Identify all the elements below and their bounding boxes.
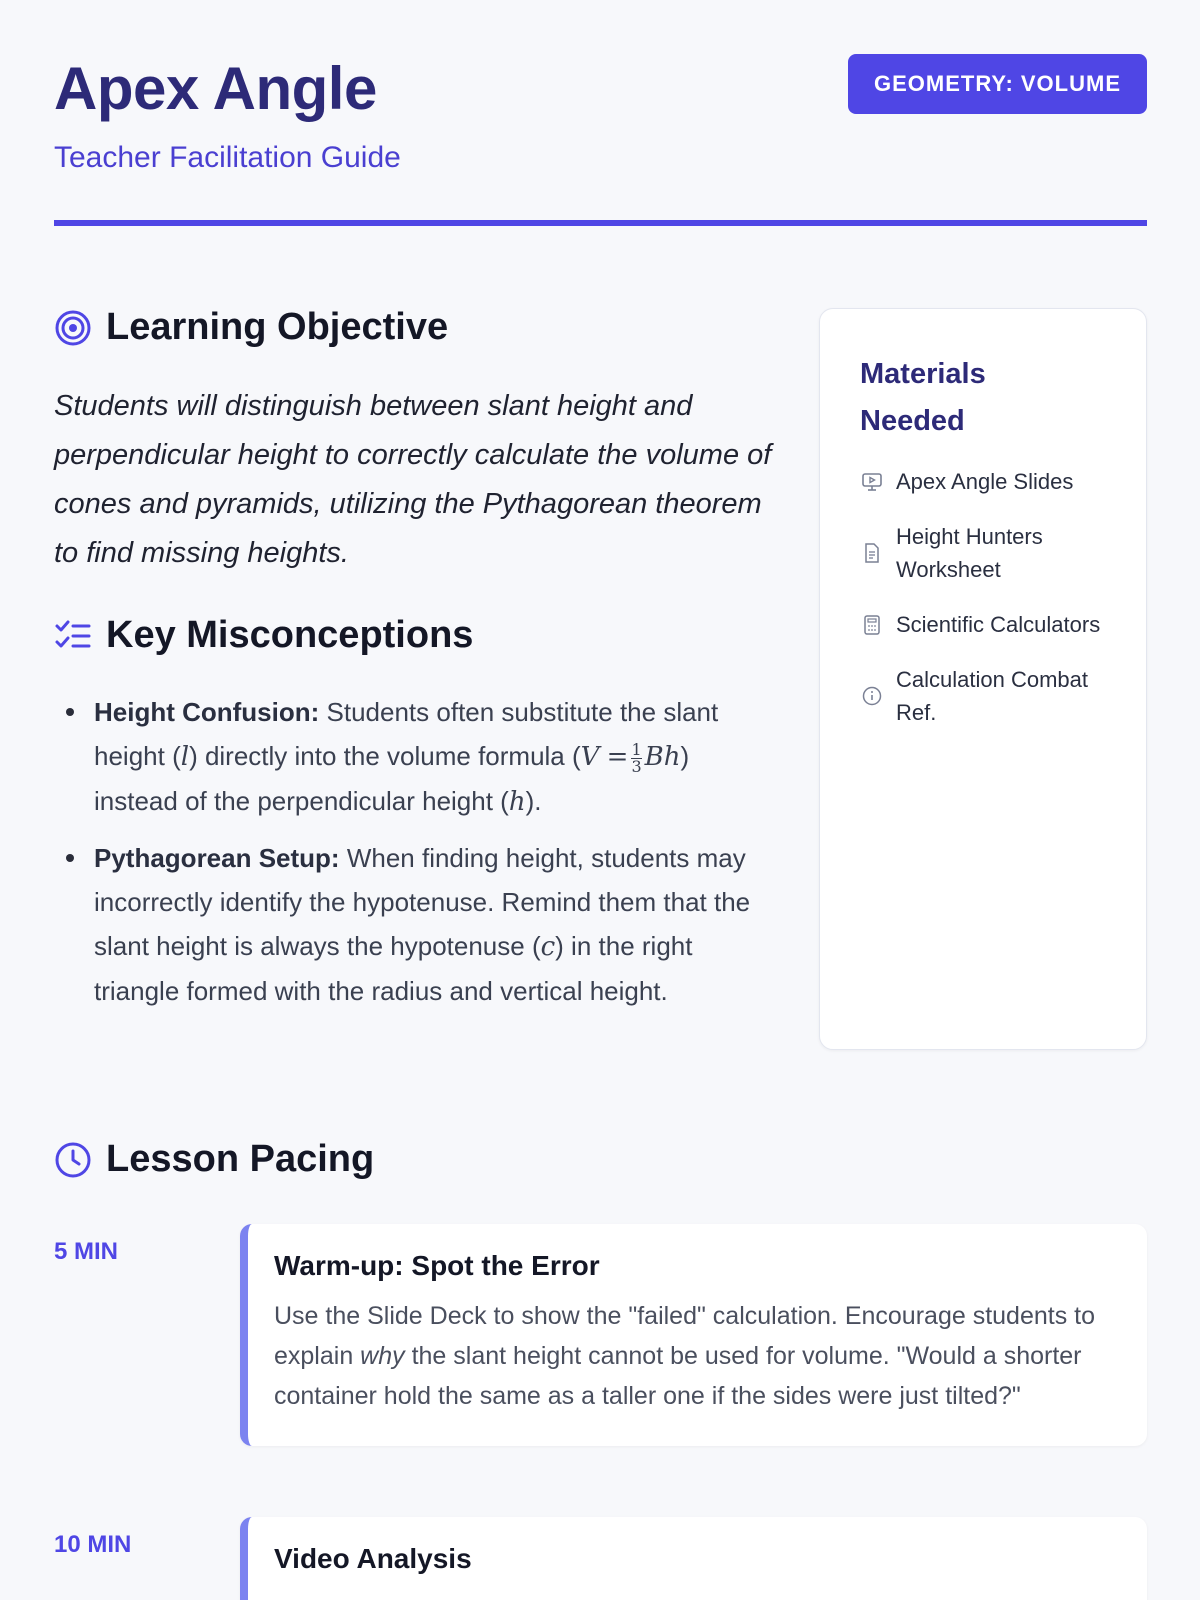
material-label: Calculation Combat Ref. [896,667,1088,725]
pacing-emphasis: why [360,1342,405,1370]
math-fraction [631,739,642,776]
pacing-text: Use the Slide Deck to show the "failed" calculation. Encourage students to explain [274,1302,1095,1370]
materials-title: Materials Needed [860,358,986,437]
fraction-numerator: 1 [631,739,642,759]
list-item [54,690,774,824]
pacing-card-text [274,1296,1121,1416]
materials-card [819,308,1147,1050]
target-icon [54,309,92,347]
objective-text: Students will distinguish between slant height and perpendicular height to correctly calculate the volume of cones and pyramids, utilizing the Pythagorean theorem to find missing heights. [54,390,772,569]
material-label: Height Hunters Worksheet [896,524,1043,582]
list-item [860,520,1120,586]
header [54,54,1147,174]
list-item [860,608,1120,641]
list-item [54,836,774,1013]
pacing-heading [54,1138,374,1181]
item-label: Height Confusion: [94,697,320,727]
objective-title: Learning Objective [106,306,449,348]
math-var: c [540,932,556,962]
fraction-denominator: 3 [631,756,642,776]
info-icon [860,684,884,708]
pacing-text: the slant height cannot be used for volume. "Would a shorter container hold the same as a taller one if the sides were just tilted?" [274,1342,1082,1410]
list-item [860,465,1120,498]
calculator-icon [860,613,884,637]
misconceptions-list [54,690,774,1025]
item-text: ) instead of the perpendicular height ( [94,741,690,816]
materials-list [860,465,1120,751]
math-var: Bh [644,742,681,772]
checklist-icon [54,617,92,655]
item-text: Students often substitute the slant height ( [94,697,719,771]
misconceptions-heading [54,614,473,657]
pacing-card-title: Warm-up: Spot the Error [274,1250,600,1281]
objective-heading [54,306,448,349]
math-var: V [580,742,600,772]
item-text: When finding height, students may incorrectly identify the hypotenuse. Remind them that the slant height is always the hypotenuse ( [94,843,751,961]
pacing-card [240,1224,1147,1446]
material-label: Apex Angle Slides [896,469,1074,494]
page-title: Apex Angle [54,55,377,122]
item-text: ) in the right triangle formed with the radius and vertical height. [94,931,693,1006]
pacing-card [240,1517,1147,1600]
pacing-time: 5 MIN [54,1238,119,1265]
misconceptions-title: Key Misconceptions [106,614,474,656]
pacing-title: Lesson Pacing [106,1138,375,1180]
math-var: h [508,787,526,817]
pacing-time: 10 MIN [54,1531,132,1558]
clock-icon [54,1141,92,1179]
list-item [860,663,1120,729]
math-op: = [606,742,629,772]
header-divider [54,220,1147,226]
pacing-card-title: Video Analysis [274,1543,472,1574]
page-subtitle: Teacher Facilitation Guide [54,141,401,174]
presentation-icon [860,470,884,494]
document-icon [860,541,884,565]
item-text: ) directly into the volume formula ( [189,741,581,771]
item-label: Pythagorean Setup: [94,843,340,873]
topic-badge: GEOMETRY: VOLUME [848,54,1147,114]
math-var: l [180,742,190,772]
material-label: Scientific Calculators [896,612,1101,637]
item-text: ). [525,786,542,816]
